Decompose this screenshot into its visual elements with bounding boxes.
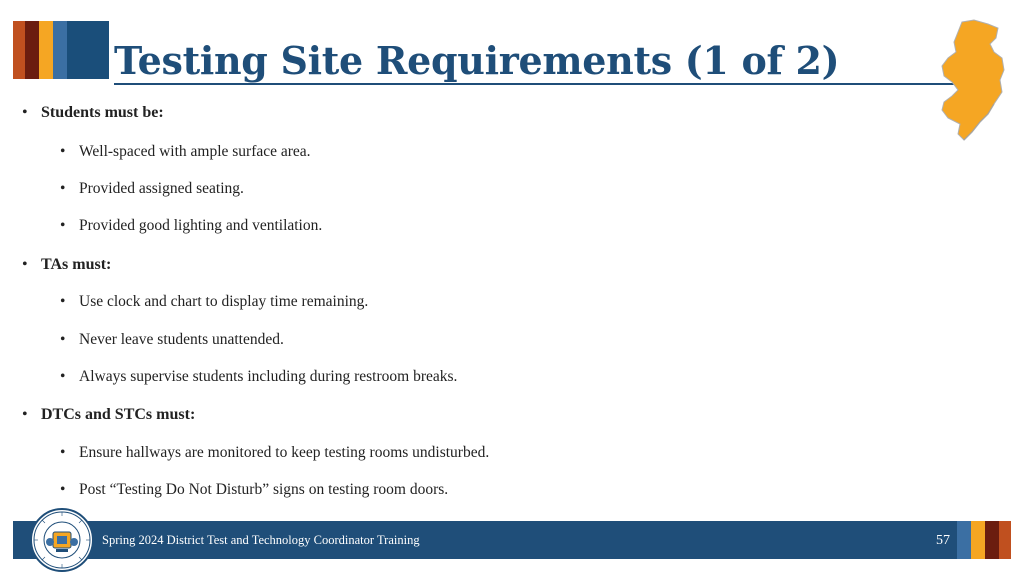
nj-department-of-education-seal-icon: [30, 508, 94, 572]
bullet-students: • Students must be:: [22, 104, 164, 121]
list-item: • Provided good lighting and ventilation.: [60, 217, 323, 234]
footer-text: Spring 2024 District Test and Technology Coordinator Training: [102, 533, 420, 547]
bullet-dtcs-stcs: • DTCs and STCs must:: [22, 406, 196, 423]
new-jersey-map-icon: [936, 18, 1008, 144]
list-item: • Ensure hallways are monitored to keep testing rooms undisturbed.: [60, 444, 490, 461]
footer-color-stripes: [957, 521, 1011, 559]
list-item: • Use clock and chart to display time remaining.: [60, 293, 369, 310]
page-title: Testing Site Requirements (1 of 2): [114, 38, 840, 83]
list-item: • Always supervise students including during restroom breaks.: [60, 368, 458, 385]
list-item: • Provided assigned seating.: [60, 180, 244, 197]
header-color-stripes: [13, 21, 109, 79]
bullet-tas: • TAs must:: [22, 256, 112, 273]
list-item: • Well-spaced with ample surface area.: [60, 143, 311, 160]
list-item: • Never leave students unattended.: [60, 331, 284, 348]
page-number: 57: [936, 533, 950, 548]
list-item: • Post “Testing Do Not Disturb” signs on testing room doors.: [60, 481, 449, 498]
title-underline: [114, 83, 966, 85]
